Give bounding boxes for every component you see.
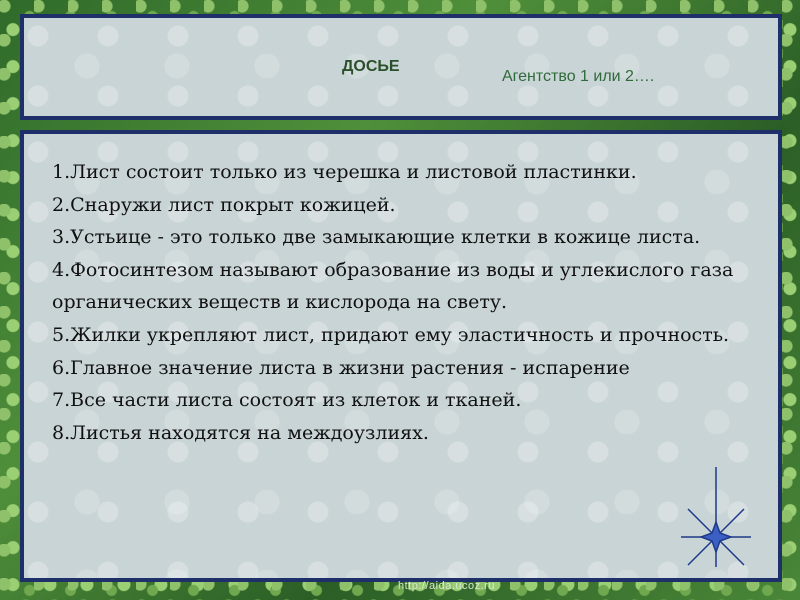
page-subtitle: Агентство 1 или 2…. xyxy=(502,68,655,85)
list-item: 3.Устьице - это только две замыкающие клетки в кожице листа. xyxy=(52,226,701,249)
list-item: 8.Листья находятся на междоузлиях. xyxy=(52,421,429,444)
list-item: 1.Лист состоит только из черешка и листовой пластинки. xyxy=(52,161,637,183)
statement-list xyxy=(52,156,772,449)
header-panel xyxy=(20,14,782,120)
list-item: 2.Снаружи лист покрыт кожицей. xyxy=(52,193,396,216)
list-item: 7.Все части листа состоят из клеток и тканей. xyxy=(52,389,522,412)
list-item: 6.Главное значение листа в жизни растения - испарение xyxy=(52,356,630,379)
footer-url: http://aida.ucoz.ru xyxy=(398,580,495,592)
compass-star-icon xyxy=(676,462,756,572)
page-title: ДОСЬЕ xyxy=(342,58,400,75)
list-item: 4.Фотосинтезом называют образование из воды и углекислого газа органических веществ и кислорода на свету. xyxy=(52,258,734,314)
list-item: 5.Жилки укрепляют лист, придают ему эластичность и прочность. xyxy=(52,323,730,346)
content-panel xyxy=(20,130,782,582)
